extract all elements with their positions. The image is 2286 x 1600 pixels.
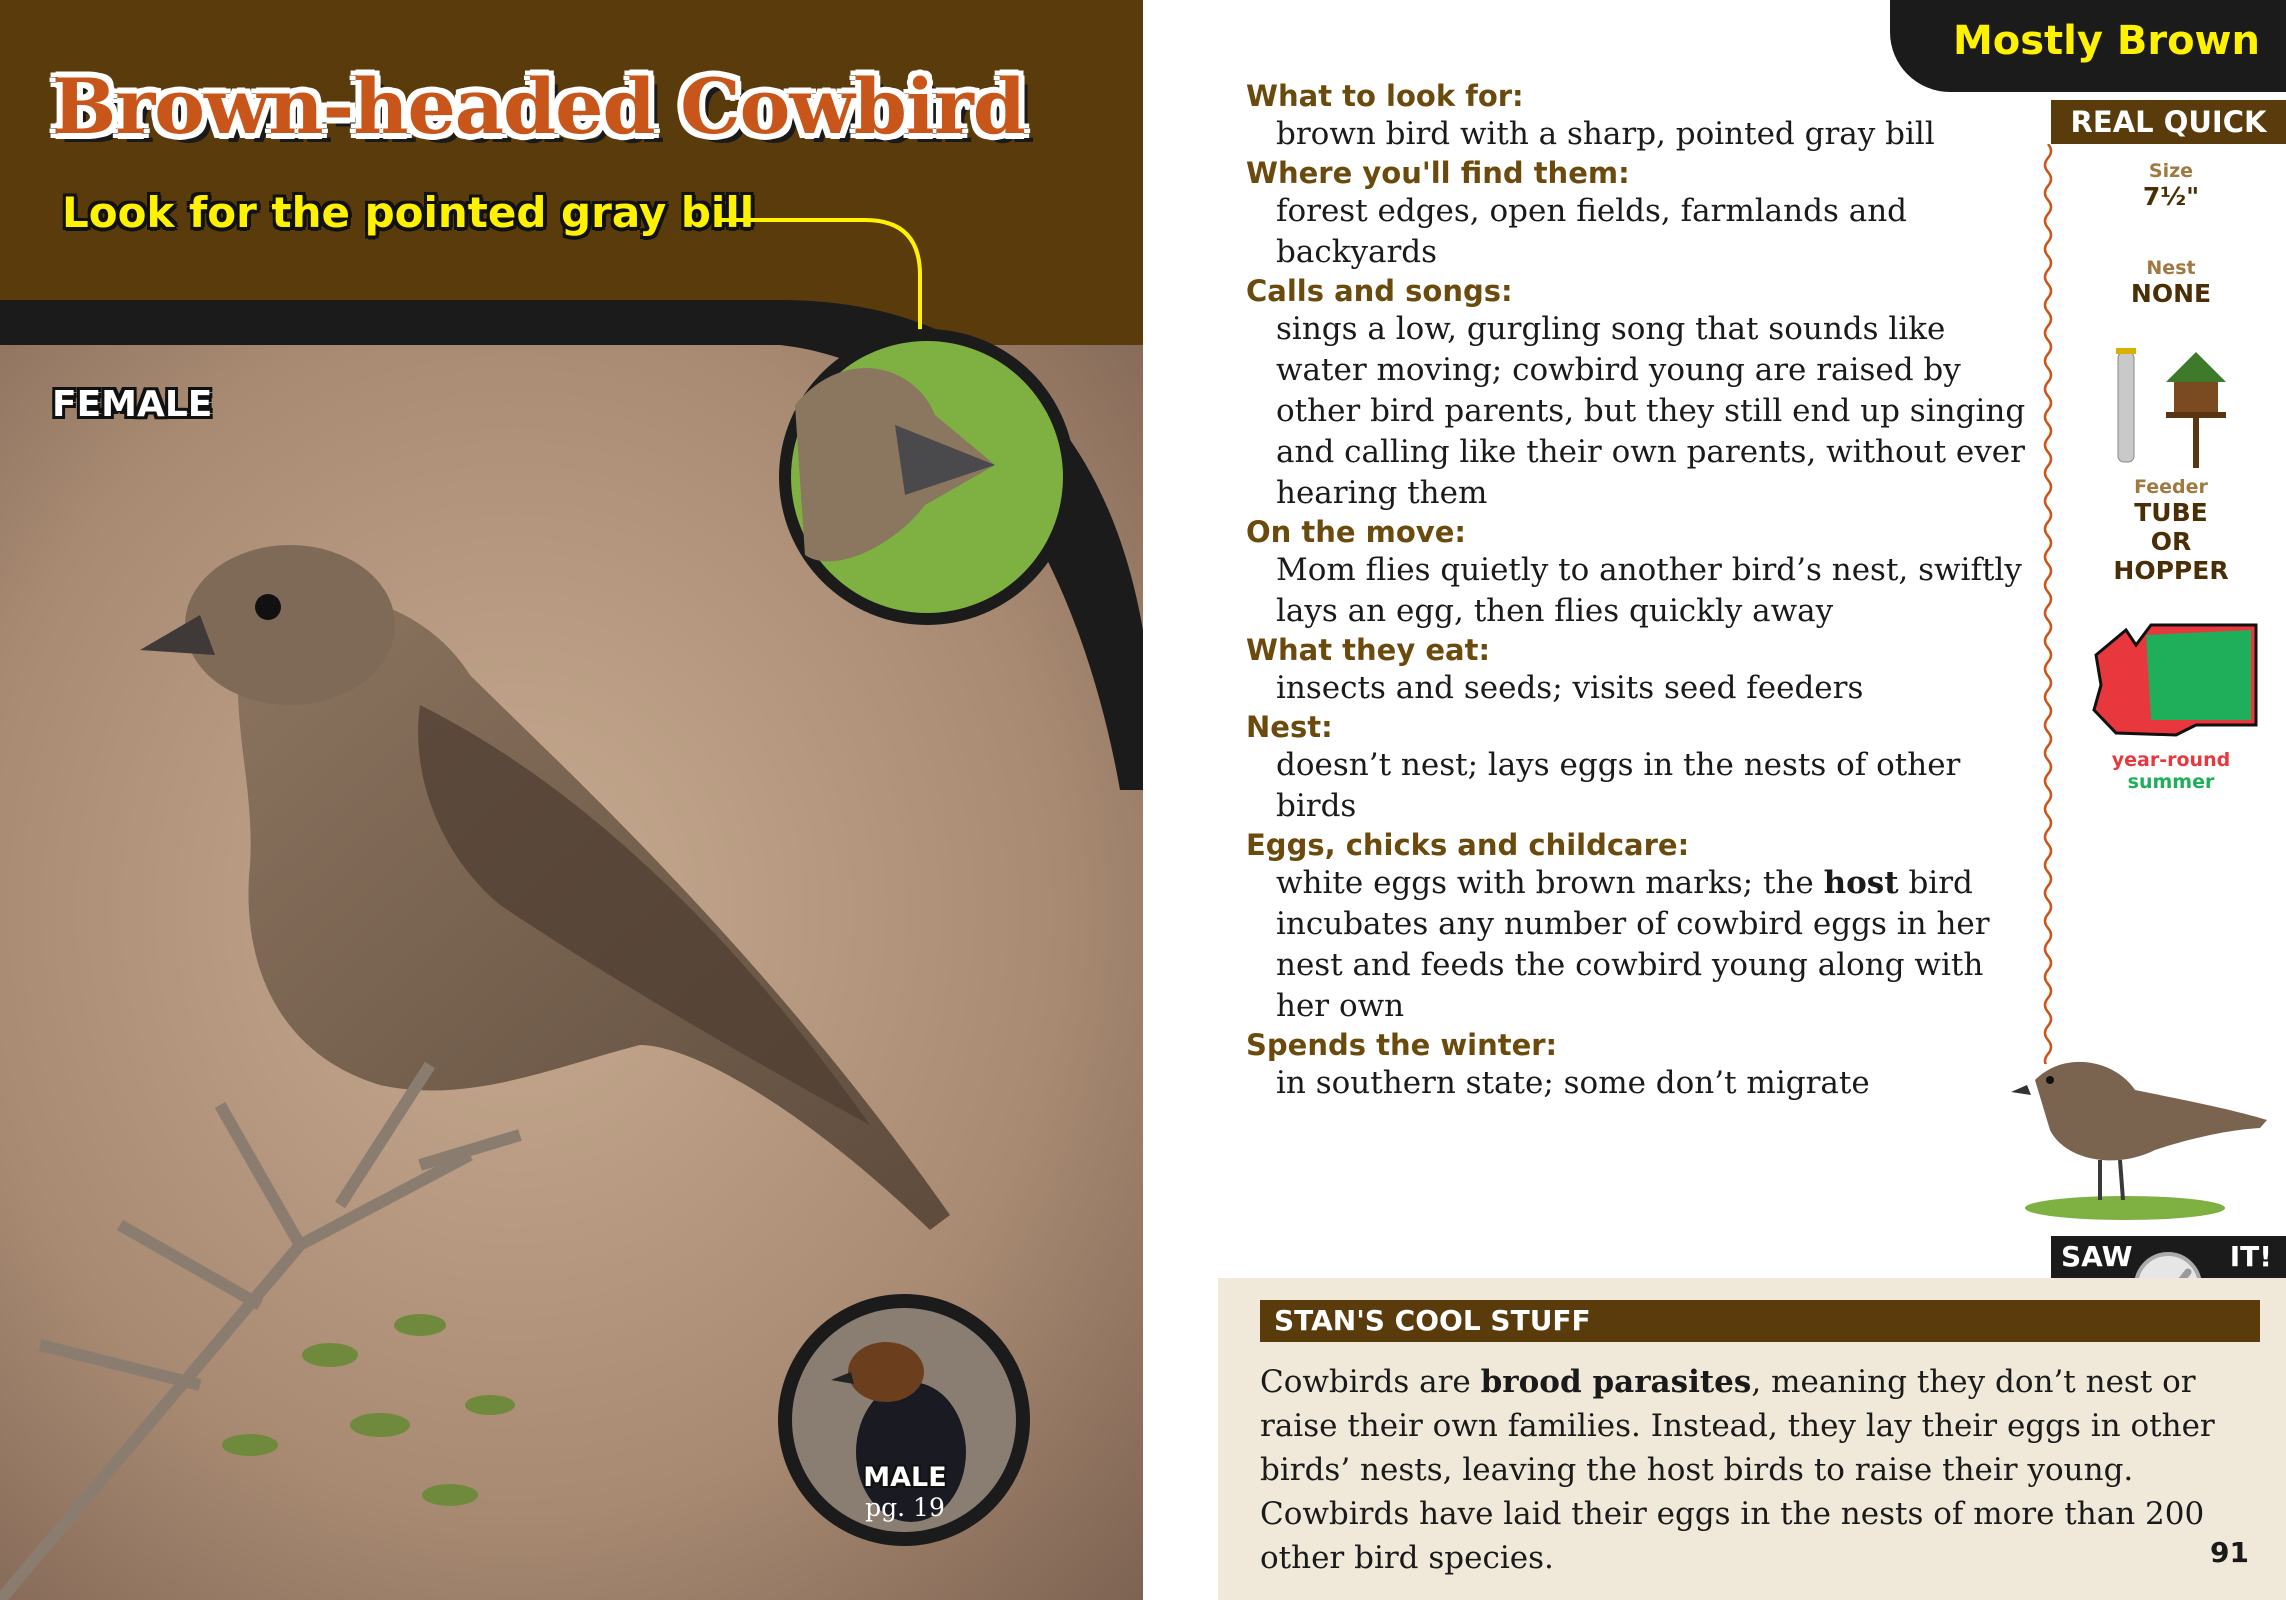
page-number: 91 (2210, 1536, 2249, 1569)
host-term: host (1823, 865, 1899, 901)
size-label: Size (2148, 160, 2194, 182)
male-page-ref[interactable]: pg. 19 (865, 1493, 945, 1522)
fact-heading: Eggs, chicks and childcare: (1246, 828, 1690, 862)
fact-body (1276, 863, 2026, 1027)
male-label-text: MALE (863, 1462, 947, 1493)
map-legend-year-round: year-round (2111, 749, 2231, 771)
stan-text-post: , meaning they don’t nest or raise their own families. Instead, they lay their eggs in other birds’ nests, leaving the host birds to raise their young. Cowbirds have laid their eggs in the nests of more than 200 other bird species. (1260, 1364, 2215, 1576)
fact-heading: Nest: (1246, 710, 1333, 744)
brood-parasites-term: brood parasites (1480, 1364, 1752, 1400)
fact-move (1246, 514, 2026, 632)
real-quick-header: REAL QUICK (2051, 100, 2286, 144)
category-label: Mostly Brown (1952, 18, 2260, 64)
real-quick-panel (2051, 160, 2286, 793)
fact-body: doesn’t nest; lays eggs in the nests of other birds (1276, 747, 1961, 824)
fact-body: sings a low, gurgling song that sounds like water moving; cowbird young are raised by other bird parents, but they still end up singing and calling like their own parents, without ever hearing them (1276, 311, 2026, 511)
species-title: Brown-headed Cowbird (52, 62, 1025, 151)
fact-calls (1246, 273, 2026, 514)
fact-heading: What to look for: (1246, 79, 1524, 113)
fact-where (1246, 155, 2026, 273)
fact-body: insects and seeds; visits seed feeders (1276, 670, 1864, 706)
stans-cool-stuff-title: STAN'S COOL STUFF (1260, 1300, 2260, 1342)
fact-heading: Spends the winter: (1246, 1028, 1558, 1062)
size-value: 7½" (2142, 182, 2200, 211)
nest-value: NONE (2130, 279, 2212, 308)
stan-text-pre: Cowbirds are (1260, 1364, 1481, 1400)
feeder-value: TUBE OR HOPPER (2113, 498, 2229, 585)
feeder-icon (2086, 342, 2256, 472)
fact-heading: What they eat: (1246, 633, 1491, 667)
stans-cool-stuff-text (1260, 1360, 2240, 1580)
fact-body: Mom flies quietly to another bird’s nest, swiftly lays an egg, then flies quickly away (1276, 552, 2022, 629)
saw-it-label-2: IT! (2229, 1240, 2272, 1273)
fact-heading: Where you'll find them: (1246, 156, 1630, 190)
fact-body-post: bird incubates any number of cowbird eggs in her nest and feeds the cowbird young along with her own (1276, 865, 1990, 1024)
facts-list (1246, 78, 2026, 1104)
nest-label: Nest (2146, 257, 2196, 279)
fact-eat (1246, 632, 2026, 709)
fact-nest (1246, 709, 2026, 827)
range-map-washington (2076, 615, 2266, 745)
saw-it-label-1: SAW (2061, 1240, 2133, 1273)
bird-side-illustration (2005, 1040, 2275, 1220)
key-feature-caption: Look for the pointed gray bill (62, 188, 755, 237)
female-label: FEMALE (52, 384, 213, 425)
fact-heading: Calls and songs: (1246, 274, 1513, 308)
fact-body: in southern state; some don’t migrate (1276, 1065, 1870, 1101)
fact-look-for (1246, 78, 2026, 155)
feeder-label: Feeder (2134, 476, 2208, 498)
male-label (780, 1462, 1030, 1522)
map-legend-summer: summer (2127, 771, 2215, 793)
fact-body: brown bird with a sharp, pointed gray bill (1276, 116, 1935, 152)
fact-eggs (1246, 827, 2026, 1027)
fact-winter (1246, 1027, 2026, 1104)
bill-closeup-inset (775, 325, 1080, 630)
fact-body-pre: white eggs with brown marks; the (1276, 865, 1824, 901)
stans-cool-stuff-box (1218, 1278, 2286, 1600)
fact-heading: On the move: (1246, 515, 1466, 549)
fact-body: forest edges, open fields, farmlands and backyards (1276, 193, 1908, 270)
